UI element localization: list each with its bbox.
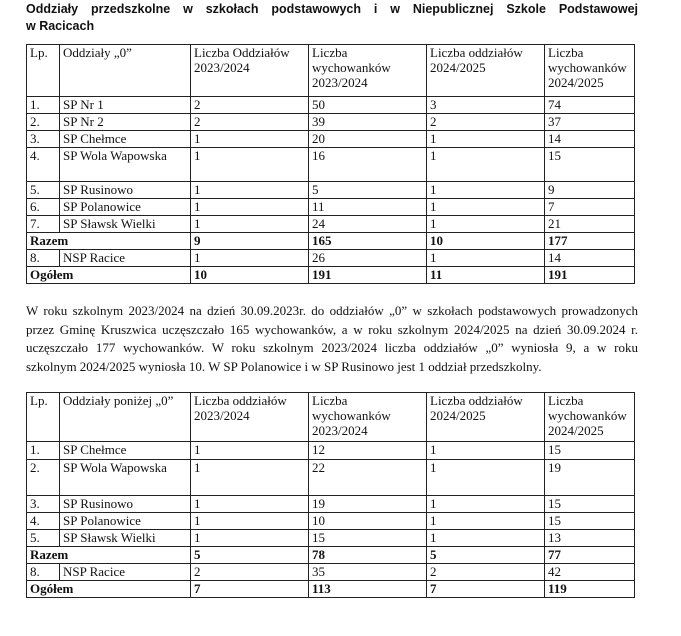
table-cell: 39 — [309, 114, 427, 131]
table-cell: 12 — [309, 442, 427, 460]
table-cell: 1 — [191, 182, 309, 199]
table-cell: 37 — [545, 114, 635, 131]
table-cell: 1 — [427, 216, 545, 233]
table-cell: 16 — [309, 148, 427, 182]
table-cell: 4. — [27, 513, 60, 530]
summary-paragraph — [26, 302, 638, 376]
table-cell: 26 — [309, 250, 427, 267]
table-cell: 8. — [27, 564, 60, 581]
table-cell: 177 — [545, 233, 635, 250]
table-row — [27, 182, 635, 199]
table-cell: 3 — [427, 97, 545, 114]
header-cell: Oddziały poniżej „0” — [60, 393, 191, 442]
table-cell: 2 — [191, 97, 309, 114]
table-row — [27, 530, 635, 547]
table-cell: 21 — [545, 216, 635, 233]
table-cell: 24 — [309, 216, 427, 233]
table-cell: 1 — [427, 182, 545, 199]
table-cell: 1. — [27, 97, 60, 114]
paragraph-line: szkolnym 2024/2025 wyniosła 10. W SP Polanowice i w SP Rusinowo jest 1 oddział przedszkolny. — [26, 358, 542, 374]
table-cell: 1 — [191, 148, 309, 182]
table-cell: 78 — [309, 547, 427, 564]
table-cell: 3. — [27, 131, 60, 148]
paragraph-line: przez Gminę Kruszwica uczęszczało 165 wychowanków, a w roku szkolnym 2024/2025 na dzień 30.09.2024 r. — [26, 321, 638, 337]
paragraph-line: uczęszczało 177 wychowanków. W roku szkolnym 2023/2024 liczba oddziałów „0” wyniosła 9, a w roku — [26, 340, 638, 355]
table-cell: 15 — [545, 513, 635, 530]
table-cell: 2 — [427, 114, 545, 131]
table-cell: 10 — [309, 513, 427, 530]
table-cell: 1. — [27, 442, 60, 460]
table-cell: 11 — [427, 267, 545, 284]
table-cell: 9 — [545, 182, 635, 199]
table-cell: 5 — [191, 547, 309, 564]
table-cell: 7 — [545, 199, 635, 216]
table-cell: SP Nr 2 — [60, 114, 191, 131]
table-cell: 1 — [427, 496, 545, 513]
table-cell: 1 — [427, 460, 545, 496]
table-cell: 19 — [545, 460, 635, 496]
table-cell: 14 — [545, 250, 635, 267]
table-cell: 1 — [191, 460, 309, 496]
table-cell: 1 — [427, 530, 545, 547]
table-cell: NSP Racice — [60, 564, 191, 581]
table-cell: SP Rusinowo — [60, 496, 191, 513]
heading-line: w Racicach — [26, 19, 95, 33]
table-cell: 20 — [309, 131, 427, 148]
table-cell: SP Polanowice — [60, 513, 191, 530]
table-cell: SP Wola Wapowska — [60, 148, 191, 182]
table-cell: 7 — [191, 581, 309, 598]
table-cell: SP Polanowice — [60, 199, 191, 216]
table-cell: SP Sławsk Wielki — [60, 530, 191, 547]
table-cell: 5. — [27, 182, 60, 199]
table-cell: 6. — [27, 199, 60, 216]
table-cell: 1 — [427, 250, 545, 267]
razem-label: Razem — [27, 233, 191, 250]
table-cell: SP Sławsk Wielki — [60, 216, 191, 233]
table-row — [27, 442, 635, 460]
table-cell: 3. — [27, 496, 60, 513]
table-cell: SP Nr 1 — [60, 97, 191, 114]
table-cell: 42 — [545, 564, 635, 581]
table-cell: 1 — [427, 148, 545, 182]
table-cell: 15 — [309, 530, 427, 547]
table-cell: 1 — [191, 216, 309, 233]
table-row — [27, 199, 635, 216]
table-row — [27, 148, 635, 182]
table-cell: 1 — [191, 250, 309, 267]
table-cell: 14 — [545, 131, 635, 148]
table-row — [27, 564, 635, 581]
table-cell: 2 — [427, 564, 545, 581]
table-cell: 4. — [27, 148, 60, 182]
table-row-razem — [27, 547, 635, 564]
ogolem-label: Ogółem — [27, 581, 191, 598]
header-cell: Oddziały „0” — [60, 45, 191, 97]
table-cell: 5. — [27, 530, 60, 547]
table-cell: 2. — [27, 114, 60, 131]
table-cell: 1 — [191, 513, 309, 530]
table-cell: 10 — [427, 233, 545, 250]
header-cell: Liczba wychowanków 2024/2025 — [545, 393, 635, 442]
table-cell: 11 — [309, 199, 427, 216]
table-cell: NSP Racice — [60, 250, 191, 267]
table-cell: 50 — [309, 97, 427, 114]
table-cell: 5 — [427, 547, 545, 564]
table-header-row — [27, 45, 635, 97]
table-cell: 19 — [309, 496, 427, 513]
table-row — [27, 97, 635, 114]
table-cell: 1 — [427, 131, 545, 148]
table-cell: 2 — [191, 114, 309, 131]
document-heading — [26, 1, 638, 35]
table-row — [27, 131, 635, 148]
table-cell: 191 — [309, 267, 427, 284]
table-cell: 7. — [27, 216, 60, 233]
table-row — [27, 216, 635, 233]
table-row-ogolem — [27, 581, 635, 598]
header-cell: Liczba wychowanków 2023/2024 — [309, 45, 427, 97]
table-cell: SP Rusinowo — [60, 182, 191, 199]
table-cell: 1 — [427, 513, 545, 530]
table-cell: 35 — [309, 564, 427, 581]
table-row — [27, 114, 635, 131]
table-cell: 119 — [545, 581, 635, 598]
table-cell: SP Chełmce — [60, 131, 191, 148]
table-row — [27, 496, 635, 513]
header-cell: Lp. — [27, 45, 60, 97]
header-cell: Liczba wychowanków 2023/2024 — [309, 393, 427, 442]
table-row-ogolem — [27, 267, 635, 284]
table-cell: SP Wola Wapowska — [60, 460, 191, 496]
table-cell: 1 — [191, 442, 309, 460]
table-cell: 74 — [545, 97, 635, 114]
header-cell: Liczba oddziałów 2024/2025 — [427, 45, 545, 97]
table-row — [27, 460, 635, 496]
paragraph-line: W roku szkolnym 2023/2024 na dzień 30.09.2023r. do oddziałów „0” w szkołach podstawowych prowadzonych — [26, 303, 638, 318]
table-cell: 191 — [545, 267, 635, 284]
table-cell: SP Chełmce — [60, 442, 191, 460]
table-oddzialy-0 — [26, 44, 635, 284]
table-cell: 22 — [309, 460, 427, 496]
table-cell: 1 — [191, 131, 309, 148]
table-cell: 5 — [309, 182, 427, 199]
table-cell: 1 — [427, 442, 545, 460]
table-cell: 15 — [545, 442, 635, 460]
table-cell: 113 — [309, 581, 427, 598]
table-oddzialy-ponizej-0 — [26, 392, 635, 598]
razem-label: Razem — [27, 547, 191, 564]
table-row — [27, 513, 635, 530]
heading-line: Oddziały przedszkolne w szkołach podstawowych i w Niepublicznej Szkole Podstawowej — [26, 2, 638, 16]
table-row — [27, 250, 635, 267]
table-cell: 13 — [545, 530, 635, 547]
table-cell: 2. — [27, 460, 60, 496]
table-cell: 1 — [191, 496, 309, 513]
table-cell: 7 — [427, 581, 545, 598]
ogolem-label: Ogółem — [27, 267, 191, 284]
header-cell: Lp. — [27, 393, 60, 442]
table-header-row — [27, 393, 635, 442]
header-cell: Liczba oddziałów 2023/2024 — [191, 393, 309, 442]
table-cell: 8. — [27, 250, 60, 267]
table-cell: 165 — [309, 233, 427, 250]
table-cell: 9 — [191, 233, 309, 250]
table-cell: 1 — [191, 199, 309, 216]
table-cell: 15 — [545, 148, 635, 182]
table-row-razem — [27, 233, 635, 250]
table-cell: 77 — [545, 547, 635, 564]
header-cell: Liczba oddziałów 2024/2025 — [427, 393, 545, 442]
table-cell: 1 — [427, 199, 545, 216]
table-cell: 10 — [191, 267, 309, 284]
table-cell: 1 — [191, 530, 309, 547]
table-cell: 2 — [191, 564, 309, 581]
table-cell: 15 — [545, 496, 635, 513]
header-cell: Liczba Oddziałów 2023/2024 — [191, 45, 309, 97]
header-cell: Liczba wychowanków 2024/2025 — [545, 45, 635, 97]
